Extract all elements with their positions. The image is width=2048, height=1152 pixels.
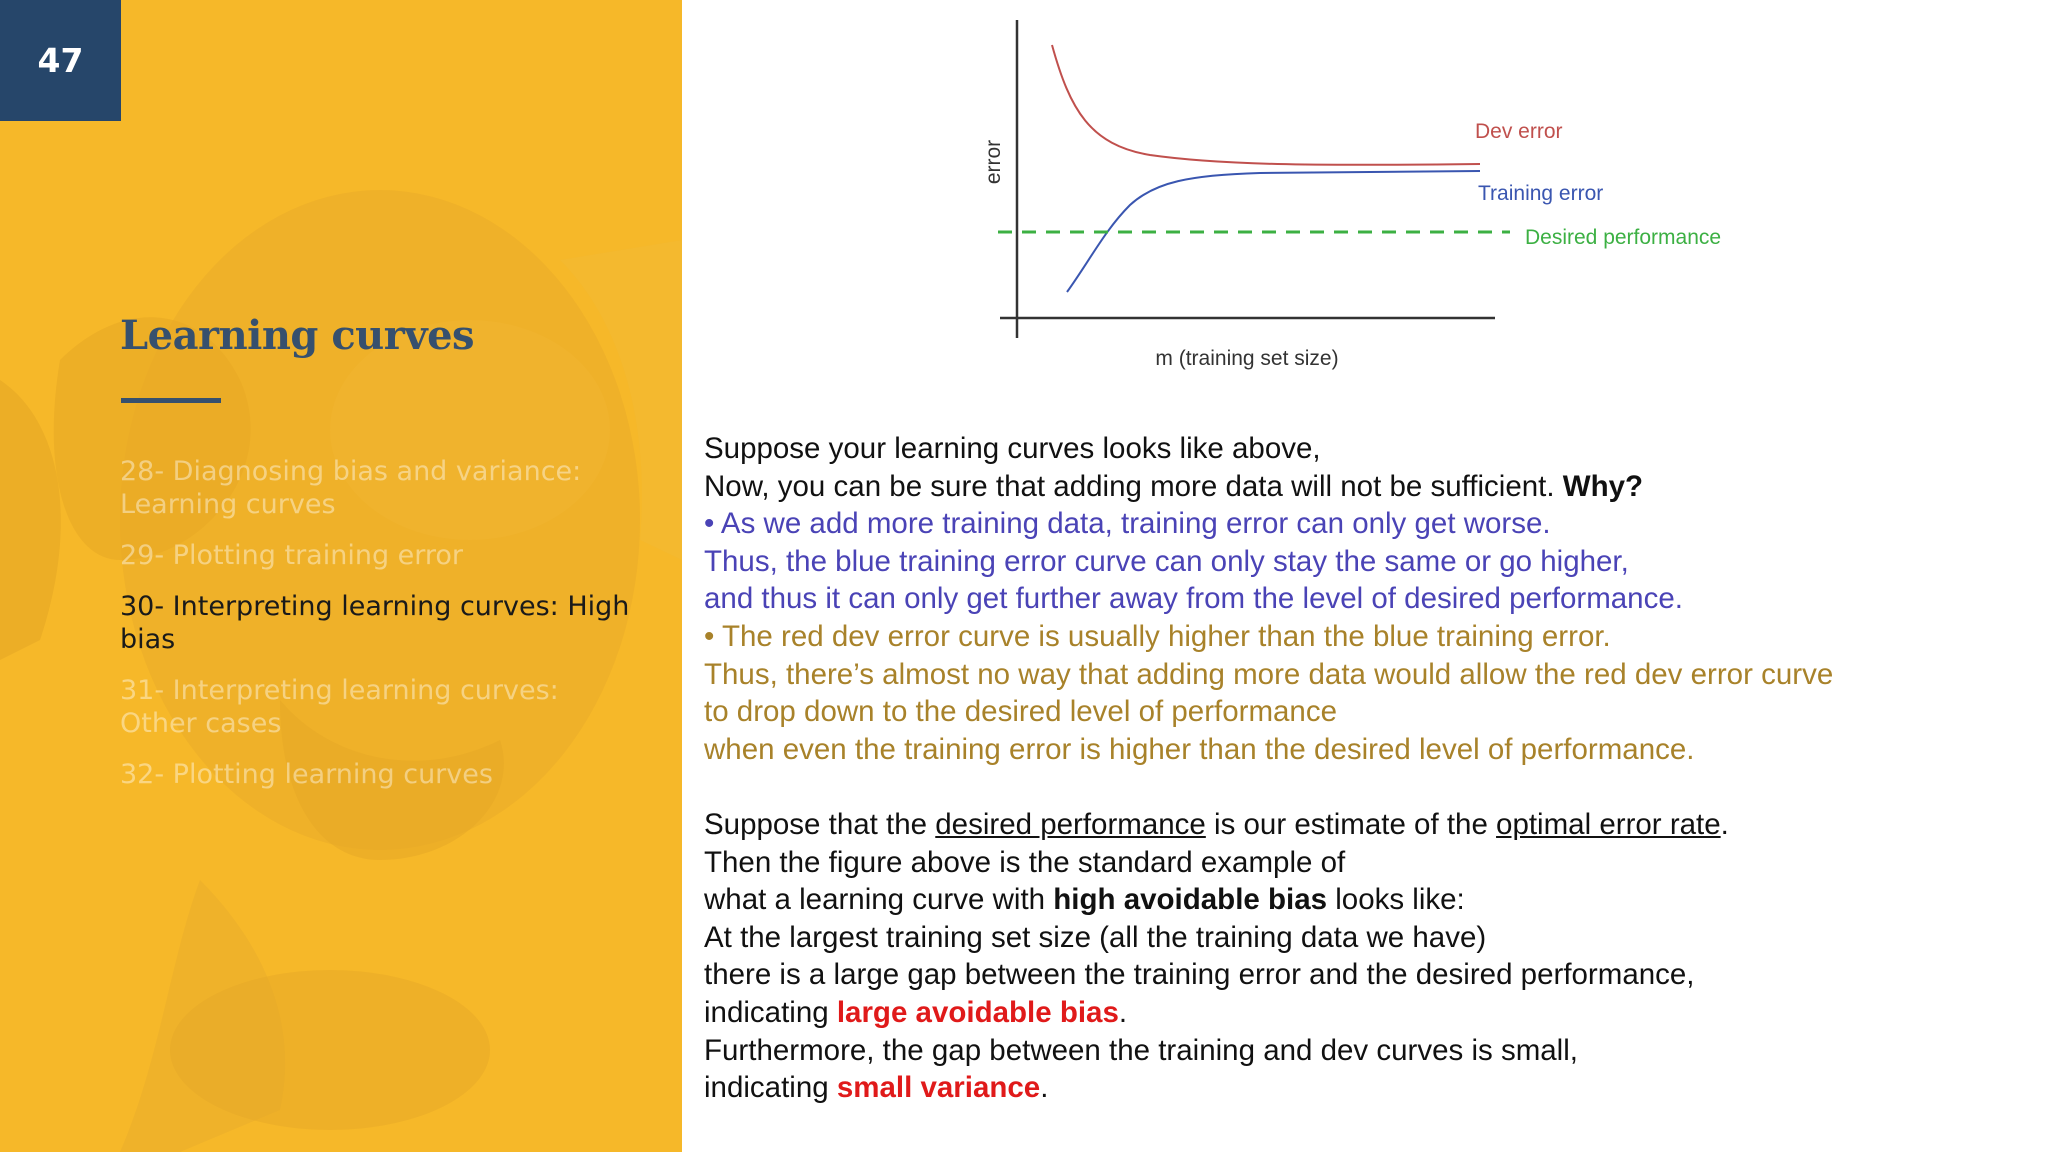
text-line: At the largest training set size (all the training data we have) [704, 920, 1487, 954]
text-line: indicating large avoidable bias. [704, 995, 1128, 1029]
bullet-training-error: • As we add more training data, training error can only get worse. [704, 507, 1551, 541]
optimal-error-rate-term: optimal error rate [1496, 807, 1721, 841]
text-line: Thus, there’s almost no way that adding more data would allow the red dev error curve [704, 657, 1834, 691]
dev-error-curve [1052, 45, 1480, 165]
text-line: when even the training error is higher than the desired level of performance. [704, 732, 1695, 766]
section-title: Learning curves [120, 312, 475, 359]
text-line: Now, you can be sure that adding more data will not be sufficient. Why? [704, 469, 1644, 503]
text-line: Suppose that the desired performance is our estimate of the optimal error rate. [704, 807, 1729, 841]
text-line: Thus, the blue training error curve can only stay the same or go higher, [704, 544, 1629, 578]
slide-body-text [704, 430, 2004, 1107]
slide-number [0, 0, 121, 121]
text-line: Furthermore, the gap between the training and dev curves is small, [704, 1033, 1578, 1067]
toc-item-32[interactable]: 32- Plotting learning curves [120, 759, 493, 790]
table-of-contents [120, 455, 640, 809]
text-line: Then the figure above is the standard example of [704, 845, 1346, 879]
desired-performance-term: desired performance [935, 807, 1206, 841]
high-avoidable-bias-term: high avoidable bias [1053, 883, 1328, 917]
learning-curve-figure [980, 10, 1770, 380]
slide-number-text: 47 [37, 41, 84, 80]
text-line: to drop down to the desired level of performance [704, 695, 1337, 729]
paragraph-gap [704, 768, 2004, 806]
small-variance-term: small variance [836, 1071, 1041, 1105]
y-axis-label: error [982, 139, 1005, 185]
toc-item-29[interactable]: 29- Plotting training error [120, 540, 464, 571]
why-emphasis: Why? [1562, 469, 1644, 503]
text-line: there is a large gap between the training error and the desired performance, [704, 958, 1695, 992]
title-underline [121, 398, 221, 403]
legend-desired-performance: Desired performance [1525, 226, 1722, 249]
text-line: Suppose your learning curves looks like above, [704, 432, 1321, 465]
toc-item-30-active[interactable]: 30- Interpreting learning curves: High bias [120, 591, 630, 655]
sidebar [0, 0, 682, 1152]
x-axis-label: m (training set size) [1155, 347, 1339, 370]
text-line: indicating small variance. [704, 1071, 1049, 1105]
text-line: and thus it can only get further away from the level of desired performance. [704, 582, 1683, 616]
toc-item-28[interactable]: 28- Diagnosing bias and variance: Learning curves [120, 456, 582, 520]
toc-item-31[interactable]: 31- Interpreting learning curves: Other cases [120, 675, 559, 739]
legend-dev-error: Dev error [1475, 120, 1563, 143]
bullet-dev-error: • The red dev error curve is usually higher than the blue training error. [704, 619, 1611, 653]
legend-training-error: Training error [1478, 182, 1604, 205]
large-avoidable-bias-term: large avoidable bias [836, 995, 1119, 1029]
text-line: what a learning curve with high avoidable bias looks like: [704, 883, 1465, 917]
